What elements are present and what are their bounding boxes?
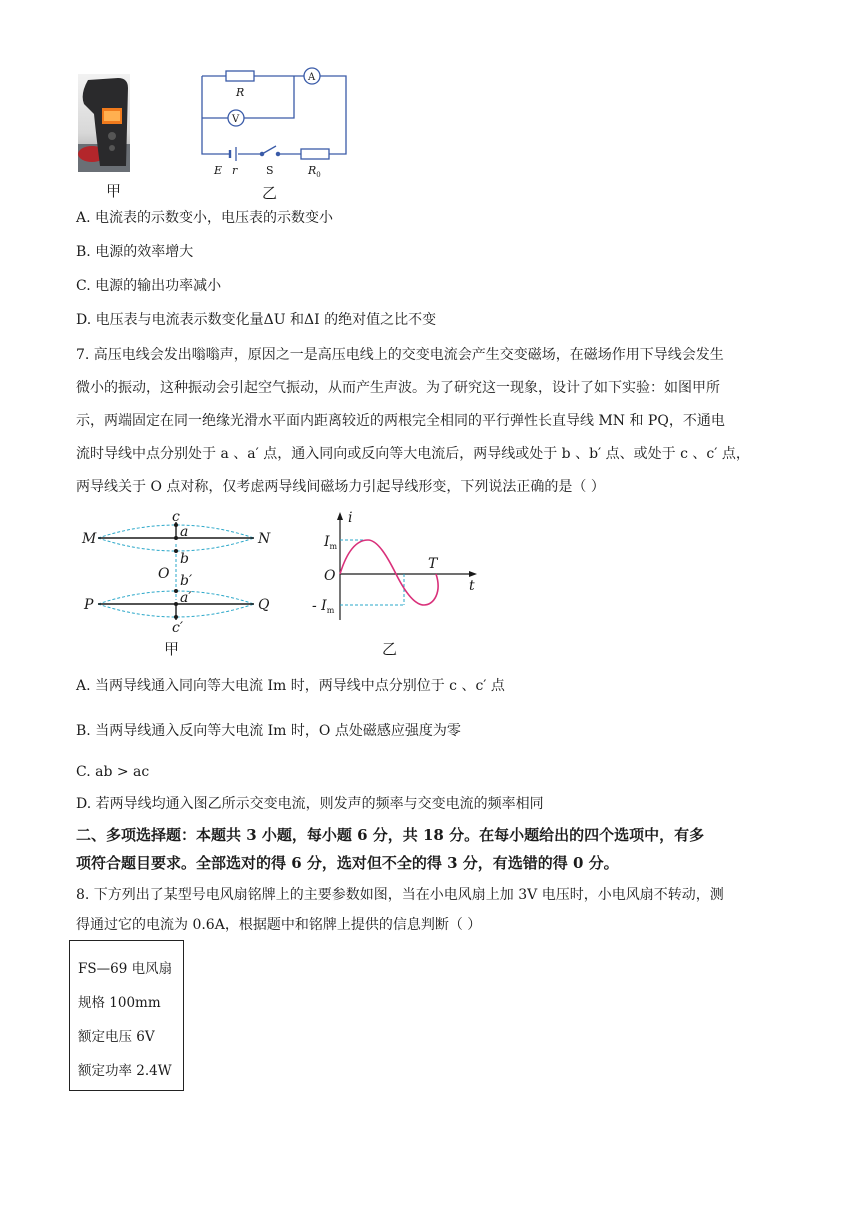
q6-option-d: D. 电压表与电流表示数变化量ΔU 和ΔI 的绝对值之比不变 [76,312,437,328]
axis-i-label: i [348,510,353,526]
section2-heading-line-1: 二、多项选择题：本题共 3 小题，每小题 6 分，共 18 分。在每小题给出的四个选项中，有多 [76,826,705,844]
breathalyzer-photo [78,74,130,172]
nameplate-size: 规格 100mm [78,995,161,1011]
wire-figure [76,508,286,658]
wire-P-label: P [84,597,94,613]
wire-Q-label: Q [258,597,270,613]
axis-t-label: t [469,578,475,594]
section2-heading-line-2: 项符合题目要求。全部选对的得 6 分，选对但不全的得 3 分，有选错的得 0 分。 [76,854,619,872]
voltmeter-label: V [232,114,240,125]
point-c2-label: c′ [172,620,184,636]
nameplate-power: 额定功率 2.4W [78,1063,172,1079]
q8-stem-line-2: 得通过它的电流为 0.6A，根据题中和铭牌上提供的信息判断（ ） [76,917,482,933]
q7-stem-line-5: 两导线关于 O 点对称，仅考虑两导线间磁场力引起导线形变，下列说法正确的是（ ） [76,479,605,495]
point-b2-label: b′ [180,573,193,589]
resistor-R-label: R [236,86,245,99]
fig7-yi-label: 乙 [382,640,398,658]
q6-option-c: C. 电源的输出功率减小 [76,278,222,294]
current-graph [312,508,492,658]
point-a-label: a [180,524,189,540]
origin-O-label: O [324,568,336,584]
emf-E-label: E [214,164,223,177]
q6-option-b: B. 电源的效率增大 [76,244,194,260]
nameplate-voltage: 额定电压 6V [78,1029,155,1045]
point-c-label: c [172,509,180,525]
q8-stem-line-1: 8. 下方列出了某型号电风扇铭牌上的主要参数如图，当在小电风扇上加 3V 电压时，小电风扇不转动，测 [76,887,724,903]
switch-S-label: S [266,164,274,177]
q7-option-c: C. ab > ac [76,764,150,780]
internal-r-label: r [232,164,238,177]
wire-N-label: N [258,531,271,547]
q7-option-a: A. 当两导线通入同向等大电流 Im 时，两导线中点分别位于 c 、c′ 点 [76,678,505,694]
fig7-jia-label: 甲 [164,640,180,658]
q7-stem-line-4: 流时导线中点分别处于 a 、a′ 点，通入同向或反向等大电流后，两导线或处于 b 、b′ 点、或处于 c 、c′ 点， [76,446,750,462]
fig-jia-label: 甲 [106,182,122,200]
point-O-label: O [158,566,170,582]
point-b-label: b [180,551,189,567]
sine-curve [340,540,438,605]
Im-label: $I_m$ [324,534,338,551]
q6-option-a: A. 电流表的示数变小，电压表的示数变小 [76,210,334,226]
q7-stem-line-1: 7. 高压电线会发出嗡嗡声，原因之一是高压电线上的交变电流会产生交变磁场，在磁场作用下导线会发生 [76,347,724,363]
period-T-label: T [428,556,438,572]
q7-option-d: D. 若两导线均通入图乙所示交变电流，则发声的频率与交变电流的频率相同 [76,796,544,812]
q7-stem-line-2: 微小的振动，这种振动会引起空气振动，从而产生声波。为了研究这一现象，设计了如下实验：如图甲所 [76,380,720,396]
nameplate-model: FS—69 电风扇 [78,961,173,977]
ammeter-label: A [308,72,316,83]
fan-nameplate [69,940,184,1091]
wire-M-label: M [82,531,97,547]
point-a2-label: a′ [180,590,192,606]
q7-stem-line-3: 示，两端固定在同一绝缘光滑水平面内距离较近的两根完全相同的平行弹性长直导线 MN 和 PQ，不通电 [76,413,725,429]
q7-option-b: B. 当两导线通入反向等大电流 Im 时，O 点处磁感应强度为零 [76,723,461,739]
neg-Im-label: - $I_m$ [312,598,335,615]
resistor-R0-label: $R_0$ [308,164,321,179]
fig-yi-label: 乙 [262,184,278,202]
circuit-diagram [190,64,360,184]
